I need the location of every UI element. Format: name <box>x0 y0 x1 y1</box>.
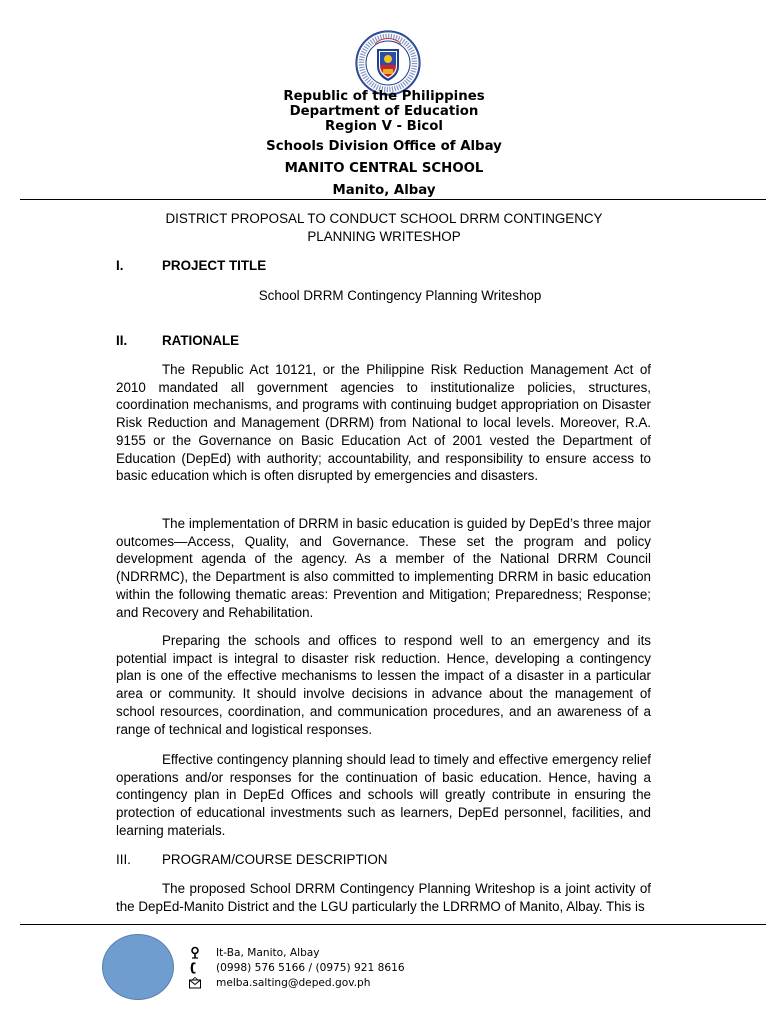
section-label: PROGRAM/COURSE DESCRIPTION <box>162 852 388 867</box>
letterhead-department: Department of Education <box>289 104 479 119</box>
school-logo-placeholder <box>102 934 174 1000</box>
letterhead-division: Schools Division Office of Albay <box>266 139 502 154</box>
letterhead-country: Republic of the Philippines <box>283 89 485 104</box>
section-label: PROJECT TITLE <box>162 258 267 273</box>
document-title <box>0 210 768 245</box>
rationale-paragraph-1: The Republic Act 10121, or the Philippine Risk Reduction Management Act of 2010 mandated all government agencies to institutionalize policies, structures, coordination mechanisms, and programs with continuing budget appropriation on Disaster Risk Reduction and Management (DRRM) from National to local levels. Moreover, R.A. 9155 or the Governance on Basic Education Act of 2001 vested the Department of Education (DepEd) with authority; accountability, and responsibility to ensure access to basic education which is often disrupted by emergencies and disasters. <box>116 362 651 484</box>
rationale-paragraph-4: Effective contingency planning should lead to timely and effective emergency relief operations and/or responses for the continuation of basic education. Hence, having a contingency plan in DepEd Offices and schools will greatly contribute in ensuring the protection of educational investments such as learners, DepEd personnel, facilities, and learning materials. <box>116 752 651 838</box>
footer-divider <box>20 924 766 925</box>
header-divider <box>20 199 766 200</box>
phone-icon <box>188 961 202 975</box>
footer-address: It-Ba, Manito, Albay <box>216 947 320 959</box>
program-description-paragraph: The proposed School DRRM Contingency Planning Writeshop is a joint activity of the DepEd-Manito District and the LGU particularly the LDRRMO of Manito, Albay. This is <box>116 881 651 914</box>
deped-seal-logo <box>355 30 421 96</box>
project-title-text: School DRRM Contingency Planning Writeshop <box>258 288 542 303</box>
section-number: II. <box>116 333 128 348</box>
envelope-icon <box>188 976 202 990</box>
document-title-line1: DISTRICT PROPOSAL TO CONDUCT SCHOOL DRRM CONTINGENCY <box>165 211 603 226</box>
section-number: III. <box>116 852 131 867</box>
rationale-paragraph-2: The implementation of DRRM in basic education is guided by DepEd’s three major outcomes—Access, Quality, and Governance. These set the program and policy development agenda of the agency. As a member of the National DRRM Council (NDRRMC), the Department is also committed to implementing DRRM in basic education within the following thematic areas: Prevention and Mitigation; Preparedness; Response; and Recovery and Rehabilitation. <box>116 516 651 620</box>
footer-phone: (0998) 576 5166 / (0975) 921 8616 <box>216 962 405 974</box>
location-pin-icon <box>188 946 202 960</box>
letterhead-location: Manito, Albay <box>332 183 436 198</box>
letterhead-region: Region V - Bicol <box>325 119 443 134</box>
footer-email: melba.salting@deped.gov.ph <box>216 977 371 989</box>
rationale-paragraph-3: Preparing the schools and offices to respond well to an emergency and its potential impact is integral to disaster risk reduction. Hence, developing a contingency plan is one of the effective mechanisms to lessen the impact of a disaster in a particular area or community. It should involve decisions in advance about the management of school resources, coordination, and communication procedures, and an awareness of a range of technical and logistical responses. <box>116 633 651 737</box>
document-title-line2: PLANNING WRITESHOP <box>307 228 461 244</box>
letterhead <box>0 89 768 200</box>
section-label: RATIONALE <box>162 333 240 348</box>
section-number: I. <box>116 258 124 273</box>
letterhead-school: MANITO CENTRAL SCHOOL <box>284 161 484 176</box>
